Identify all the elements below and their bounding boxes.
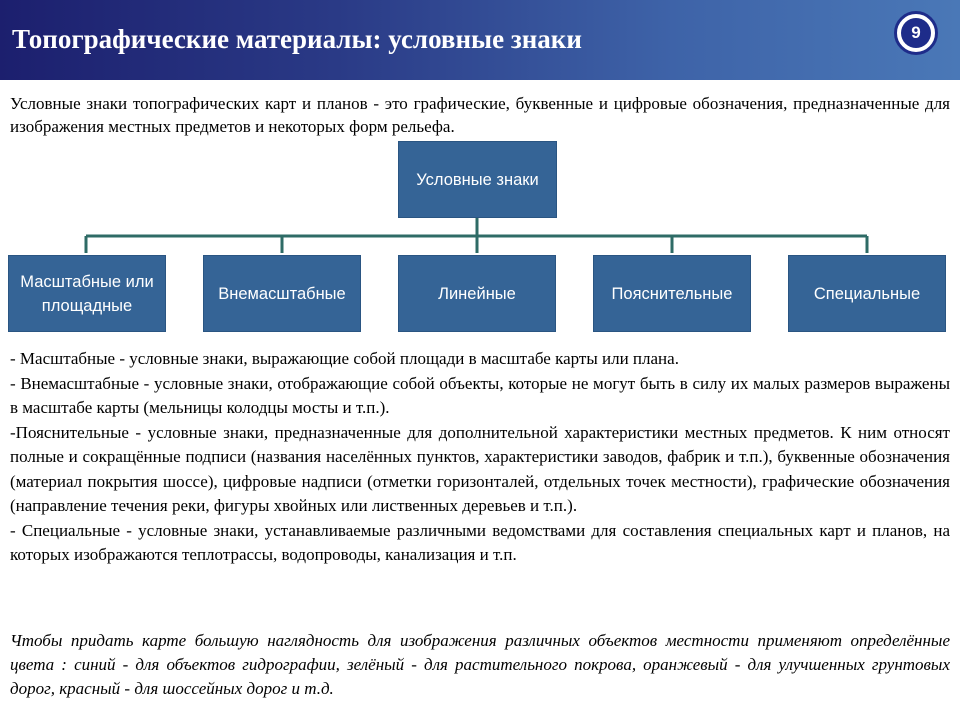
diagram-box-spetsialnye: Специальные — [788, 255, 946, 332]
intro-paragraph: Условные знаки топографических карт и планов - это графические, буквенные и цифровые обозначения, предназначенные для изображения местных предметов и некоторых форм рельефа. — [10, 94, 950, 136]
definition-spetsialnye: - Специальные - условные знаки, устанавливаемые различными ведомствами для составления специальных карт и планов, на которых изображаются теплотрассы, водопроводы, канализация и т.п. — [10, 520, 950, 564]
color-note-text: Чтобы придать карте большую наглядность для изображения различных объектов местности применяют определённые цвета : синий - для объектов гидрографии, зелёный - для растительного покрова, оранжевый - для улучшенных грунтовых дорог, красный - для шоссейных дорог и т.д. — [10, 631, 950, 698]
definition-poyasnitelnye: -Пояснительные - условные знаки, предназначенные для дополнительной характеристики местных предметов. К ним относят полные и сокращённые подписи (названия населённых пунктов, характеристики заводов, фабрик и т.п.), буквенные обозначения (материал покрытия шоссе), цифровые надписи (отметки горизонталей, отдельных точек местности), графические обозначения (направление течения реки, фигуры хвойных или лиственных деревьев и т.п.). — [10, 422, 950, 515]
definition-masshtabnye: - Масштабные - условные знаки, выражающие собой площади в масштабе карты или плана. — [10, 349, 679, 368]
diagram-box-vnemasshtabnye: Внемасштабные — [203, 255, 361, 332]
diagram-box-lineynye: Линейные — [398, 255, 556, 332]
diagram-box-poyasnitelnye: Пояснительные — [593, 255, 751, 332]
diagram-box-masshtabnye: Масштабные или площадные — [8, 255, 166, 332]
definitions-block — [10, 347, 950, 568]
header-banner — [0, 0, 960, 80]
page-number: 9 — [901, 18, 931, 48]
page-title: Топографические материалы: условные знаки — [12, 24, 582, 54]
color-note — [10, 629, 950, 701]
page-number-badge — [894, 11, 938, 55]
definition-vnemasshtabnye: - Внемасштабные - условные знаки, отображающие собой объекты, которые не могут быть в силу их малых размеров выражены в масштабе карты (мельницы колодцы мосты и т.п.). — [10, 373, 950, 417]
diagram-root-box: Условные знаки — [398, 141, 557, 218]
